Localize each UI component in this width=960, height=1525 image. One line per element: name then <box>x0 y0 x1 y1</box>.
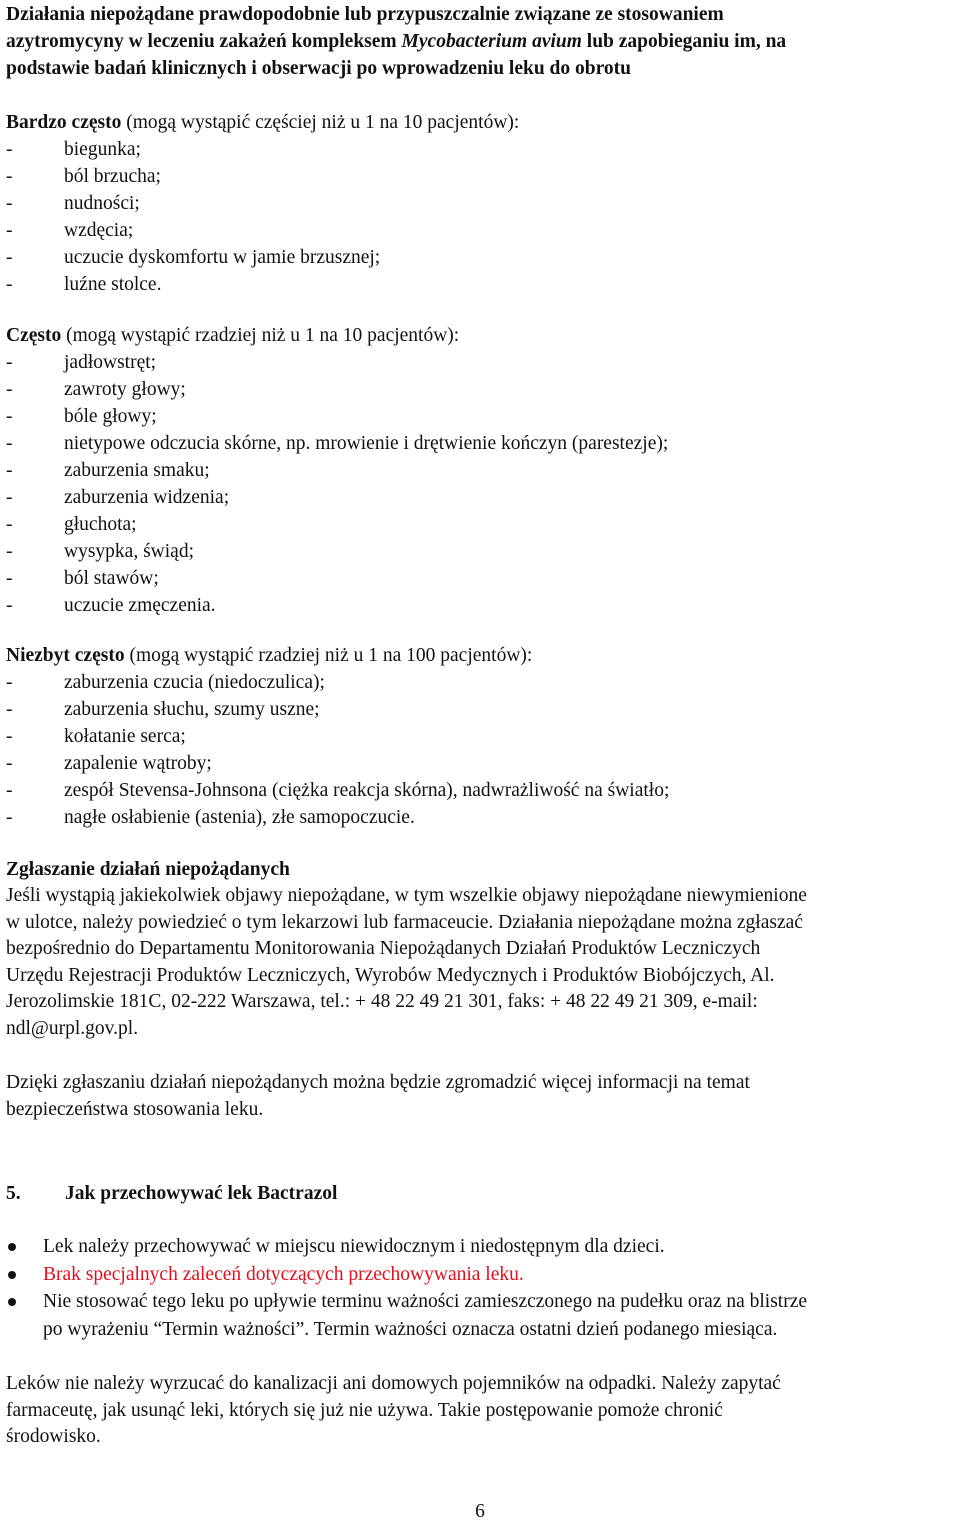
symptom-text: ból stawów; <box>64 568 159 589</box>
symptom-item <box>6 163 958 190</box>
symptom-text: wzdęcia; <box>64 220 134 241</box>
dash-marker: - <box>6 406 13 427</box>
symptom-item <box>6 403 958 430</box>
bullet-text-line: Brak specjalnych zaleceń dotyczących przechowywania leku. <box>43 1263 524 1285</box>
dash-marker: - <box>6 541 13 562</box>
storage-bullet-list <box>6 1233 958 1343</box>
bullet-text-line: po wyrażeniu “Termin ważności”. Termin ważności oznacza ostatni dzień podanego miesiąca. <box>43 1318 778 1340</box>
text-line: farmaceutę, jak usunąć leki, których się już nie używa. Takie postępowanie pomoże chronić <box>6 1399 723 1421</box>
symptom-text: uczucie zmęczenia. <box>64 595 216 616</box>
reporting-title <box>6 856 958 883</box>
symptom-list <box>6 669 958 831</box>
storage-bullet-item <box>6 1233 958 1261</box>
symptom-list <box>6 349 958 619</box>
frequency-label: Często <box>6 325 62 346</box>
dash-marker: - <box>6 352 13 373</box>
dash-marker: - <box>6 274 13 295</box>
symptom-item <box>6 376 958 403</box>
symptom-item <box>6 538 958 565</box>
dash-marker: - <box>6 193 13 214</box>
very-common-section <box>6 109 958 298</box>
symptom-text: zawroty głowy; <box>64 379 186 400</box>
symptom-text: zapalenie wątroby; <box>64 753 212 774</box>
heading-italic-text: Mycobacterium avium <box>401 31 582 52</box>
symptom-item <box>6 565 958 592</box>
symptom-item <box>6 244 958 271</box>
symptom-text: zaburzenia czucia (niedoczulica); <box>64 672 325 693</box>
heading-text: azytromycyny w leczeniu zakażeń kompleksem <box>6 31 402 52</box>
symptom-text: ból brzucha; <box>64 166 161 187</box>
page-number: 6 <box>475 1501 485 1522</box>
frequency-label: Niezbyt często <box>6 645 125 666</box>
dash-marker: - <box>6 595 13 616</box>
frequency-description: (mogą wystąpić rzadziej niż u 1 na 100 pacjentów): <box>124 645 533 666</box>
symptom-list <box>6 136 958 298</box>
dash-marker: - <box>6 726 13 747</box>
dash-marker: - <box>6 568 13 589</box>
storage-bullet-item <box>6 1288 958 1343</box>
text-line: ndl@urpl.gov.pl. <box>6 1017 139 1039</box>
symptom-item <box>6 777 958 804</box>
symptom-text: wysypka, świąd; <box>64 541 194 562</box>
symptom-item <box>6 696 958 723</box>
symptom-text: biegunka; <box>64 139 141 160</box>
symptom-item <box>6 190 958 217</box>
text-line: bezpośrednio do Departamentu Monitorowania Niepożądanych Działań Produktów Leczniczych <box>6 938 761 959</box>
symptom-item <box>6 511 958 538</box>
disposal-paragraph <box>6 1371 958 1451</box>
reporting-title-text: Zgłaszanie działań niepożądanych <box>6 859 290 880</box>
symptom-item <box>6 669 958 696</box>
text-line: Leków nie należy wyrzucać do kanalizacji ani domowych pojemników na odpadki. Należy zapytać <box>6 1373 781 1394</box>
bullet-icon <box>8 1271 16 1279</box>
frequency-description: (mogą wystąpić częściej niż u 1 na 10 pacjentów): <box>121 112 520 133</box>
symptom-text: nagłe osłabienie (astenia), złe samopoczucie. <box>64 807 415 828</box>
bullet-icon <box>8 1243 16 1251</box>
section-header <box>6 322 958 349</box>
frequency-description: (mogą wystąpić rzadziej niż u 1 na 10 pacjentów): <box>61 325 460 346</box>
dash-marker: - <box>6 433 13 454</box>
dash-marker: - <box>6 753 13 774</box>
dash-marker: - <box>6 672 13 693</box>
dash-marker: - <box>6 139 13 160</box>
dash-marker: - <box>6 220 13 241</box>
section-number: 5. <box>6 1183 21 1204</box>
frequency-label: Bardzo często <box>6 112 122 133</box>
reporting-section <box>6 856 958 1042</box>
symptom-text: luźne stolce. <box>64 274 162 295</box>
disposal-section <box>6 1371 958 1451</box>
symptom-item <box>6 457 958 484</box>
text-line: Jeśli wystąpią jakiekolwiek objawy niepożądane, w tym wszelkie objawy niepożądane niewymienione <box>6 885 807 906</box>
symptom-item <box>6 349 958 376</box>
symptom-text: nudności; <box>64 193 140 214</box>
symptom-text: nietypowe odczucia skórne, np. mrowienie i drętwienie kończyn (parestezje); <box>64 433 669 454</box>
text-line: Jerozolimskie 181C, 02-222 Warszawa, tel.: + 48 22 49 21 301, faks: + 48 22 49 21 309, e-mail: <box>6 991 758 1012</box>
text-line: Urzędu Rejestracji Produktów Leczniczych, Wyrobów Medycznych i Produktów Biobójczych, Al. <box>6 964 775 986</box>
text-line: bezpieczeństwa stosowania leku. <box>6 1098 264 1120</box>
dash-marker: - <box>6 699 13 720</box>
text-line: Dzięki zgłaszaniu działań niepożądanych można będzie zgromadzić więcej informacji na temat <box>6 1072 750 1093</box>
symptom-text: uczucie dyskomfortu w jamie brzusznej; <box>64 247 381 268</box>
symptom-item <box>6 136 958 163</box>
symptom-text: bóle głowy; <box>64 406 157 427</box>
section-5-title <box>6 1180 337 1207</box>
bullet-text-line: Lek należy przechowywać w miejscu niewidocznym i niedostępnym dla dzieci. <box>43 1236 665 1257</box>
heading-text: lub zapobieganiu im, na <box>581 31 787 52</box>
section-title-text: Jak przechowywać lek Bactrazol <box>65 1183 338 1204</box>
symptom-text: zaburzenia widzenia; <box>64 487 230 508</box>
dash-marker: - <box>6 807 13 828</box>
reporting-paragraph <box>6 883 958 1042</box>
symptom-text: jadłowstręt; <box>64 352 157 373</box>
symptom-text: zaburzenia słuchu, szumy uszne; <box>64 699 320 720</box>
adverse-effects-heading <box>6 1 956 82</box>
dash-marker: - <box>6 379 13 400</box>
dash-marker: - <box>6 460 13 481</box>
symptom-text: zespół Stevensa-Johnsona (ciężka reakcja skórna), nadwrażliwość na światło; <box>64 780 670 801</box>
symptom-item <box>6 271 958 298</box>
dash-marker: - <box>6 514 13 535</box>
text-line: środowisko. <box>6 1426 101 1447</box>
section-header <box>6 642 958 669</box>
symptom-item <box>6 592 958 619</box>
dash-marker: - <box>6 166 13 187</box>
common-section <box>6 322 958 619</box>
text-line: w ulotce, należy powiedzieć o tym lekarzowi lub farmaceucie. Działania niepożądane można zgłaszać <box>6 911 803 933</box>
symptom-item <box>6 430 958 457</box>
symptom-item <box>6 723 958 750</box>
benefit-paragraph <box>6 1070 958 1123</box>
bullet-text-line: Nie stosować tego leku po upływie terminu ważności zamieszczonego na pudełku oraz na blistrze <box>43 1291 808 1312</box>
benefit-section <box>6 1070 958 1123</box>
dash-marker: - <box>6 247 13 268</box>
heading-line <box>6 28 956 55</box>
storage-bullet-item <box>6 1261 958 1289</box>
bullet-icon <box>8 1298 16 1306</box>
uncommon-section <box>6 642 958 831</box>
heading-line: Działania niepożądane prawdopodobnie lub przypuszczalnie związane ze stosowaniem <box>6 4 724 25</box>
symptom-item <box>6 484 958 511</box>
heading-line: podstawie badań klinicznych i obserwacji po wprowadzeniu leku do obrotu <box>6 58 632 79</box>
dash-marker: - <box>6 780 13 801</box>
dash-marker: - <box>6 487 13 508</box>
symptom-item <box>6 804 958 831</box>
symptom-text: głuchota; <box>64 514 137 535</box>
symptom-text: kołatanie serca; <box>64 726 186 747</box>
symptom-item <box>6 750 958 777</box>
symptom-item <box>6 217 958 244</box>
section-header <box>6 109 958 136</box>
symptom-text: zaburzenia smaku; <box>64 460 210 481</box>
